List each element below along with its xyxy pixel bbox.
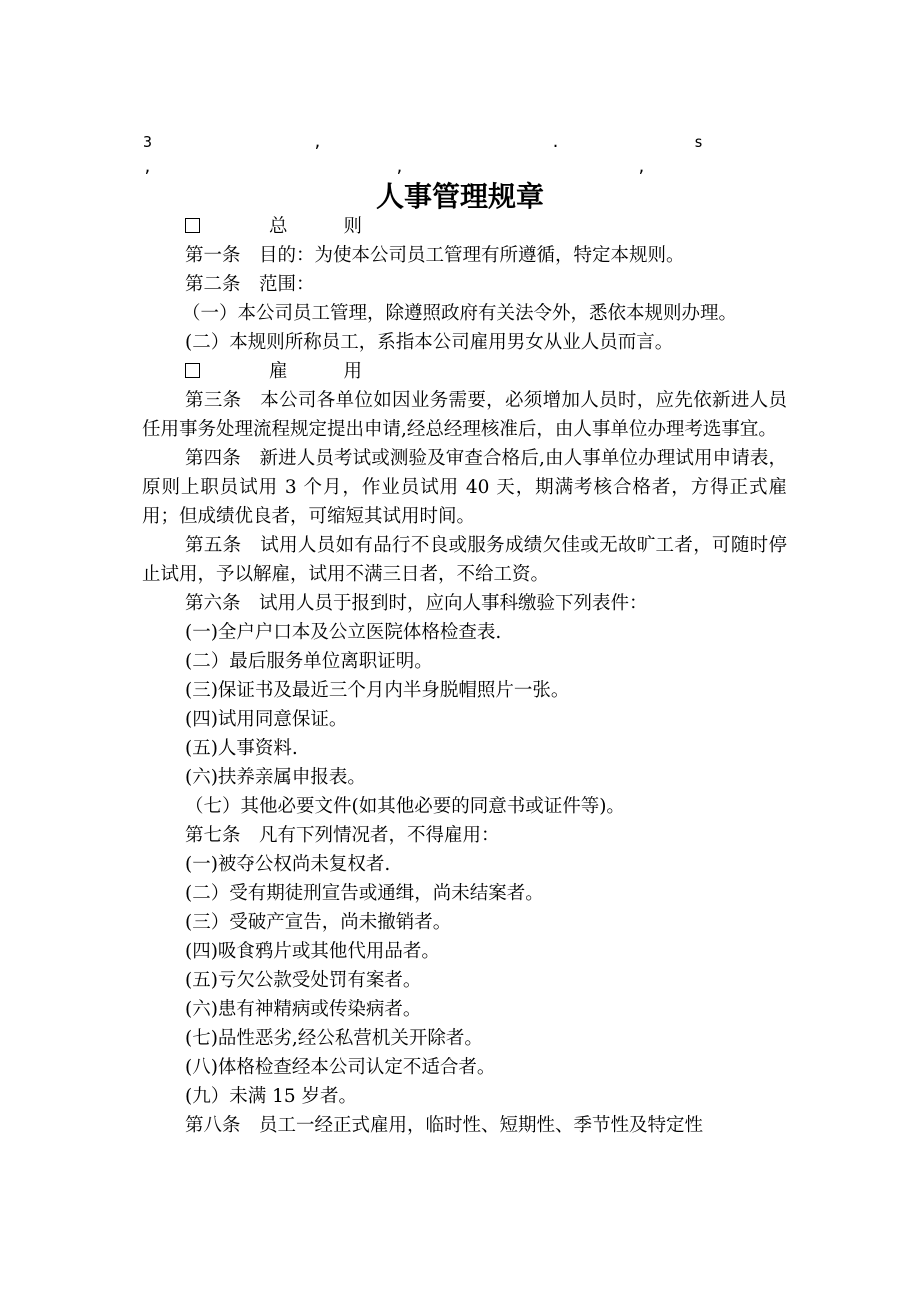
article-6-item: (四)试用同意保证。: [185, 709, 348, 730]
article-7: 第七条 凡有下列情况者，不得雇用：: [185, 825, 500, 846]
header-mark: ,: [395, 158, 405, 176]
article-7-item: (三）受破产宣告，尚未撤销者。: [185, 912, 452, 933]
article-6: 第六条 试用人员于报到时，应向人事科缴验下列表件：: [185, 593, 648, 614]
section-char: 雇: [269, 361, 288, 382]
header-mark: .: [551, 133, 561, 151]
header-mark: s: [694, 133, 704, 151]
article-1: 第一条 目的：为使本公司员工管理有所遵循，特定本规则。: [185, 245, 685, 266]
checkbox-square-icon: [185, 363, 200, 378]
article-6-item: (三)保证书及最近三个月内半身脱帽照片一张。: [185, 680, 570, 701]
document-body: [142, 212, 787, 1140]
article-6-item: (二）最后服务单位离职证明。: [185, 651, 433, 672]
checkbox-square-icon: [185, 218, 200, 233]
article-7-item: (六)患有神精病或传染病者。: [185, 999, 422, 1020]
article-7-item: (二）受有期徒刑宣告或通缉，尚未结案者。: [185, 883, 544, 904]
article-4: 第四条 新进人员考试或测验及审查合格后,由人事单位办理试用申请表，原则上职员试用 3 个月，作业员试用 40 天，期满考核合格者，方得正式雇用；但成绩优良者，可缩短其试用时间。: [142, 448, 787, 527]
section-char: 总: [269, 216, 288, 237]
header-mark: 3: [143, 133, 153, 151]
article-5: 第五条 试用人员如有品行不良或服务成绩欠佳或无故旷工者，可随时停止试用，予以解雇，试用不满三日者，不给工资。: [142, 535, 787, 585]
article-7-item: (五)亏欠公款受处罚有案者。: [185, 970, 422, 991]
document-title: 人事管理规章: [375, 180, 544, 213]
section-heading-employment: [142, 357, 787, 386]
header-mark: ,: [313, 133, 323, 151]
article-3: 第三条 本公司各单位如因业务需要，必须增加人员时，应先依新进人员任用事务处理流程规定提出申请,经总经理核准后，由人事单位办理考选事宜。: [142, 390, 787, 440]
article-7-item: (四)吸食鸦片或其他代用品者。: [185, 941, 440, 962]
section-heading-general: [142, 212, 787, 241]
section-char: 则: [343, 216, 363, 237]
article-8: 第八条 员工一经正式雇用，临时性、短期性、季节性及特定性: [185, 1115, 704, 1136]
article-6-item: (一)全户户口本及公立医院体格检查表.: [185, 622, 502, 643]
article-6-item: （七）其他必要文件(如其他必要的同意书或证件等)。: [185, 796, 625, 817]
article-7-item: (九）未满 15 岁者。: [185, 1086, 358, 1107]
article-2-item: （一）本公司员工管理，除遵照政府有关法令外，悉依本规则办理。: [182, 303, 738, 324]
article-2-item: (二）本规则所称员工，系指本公司雇用男女从业人员而言。: [185, 332, 674, 353]
section-char: 用: [343, 361, 363, 382]
header-mark: ,: [637, 158, 647, 176]
article-6-item: (六)扶养亲属申报表。: [185, 767, 366, 788]
article-7-item: (八)体格检查经本公司认定不适合者。: [185, 1057, 496, 1078]
article-7-item: (七)品性恶劣,经公私营机关开除者。: [185, 1028, 483, 1049]
article-7-item: (一)被夺公权尚未复权者.: [185, 854, 391, 875]
article-2: 第二条 范围：: [185, 274, 315, 295]
header-mark: ,: [143, 158, 153, 176]
article-6-item: (五)人事资料.: [185, 738, 298, 759]
